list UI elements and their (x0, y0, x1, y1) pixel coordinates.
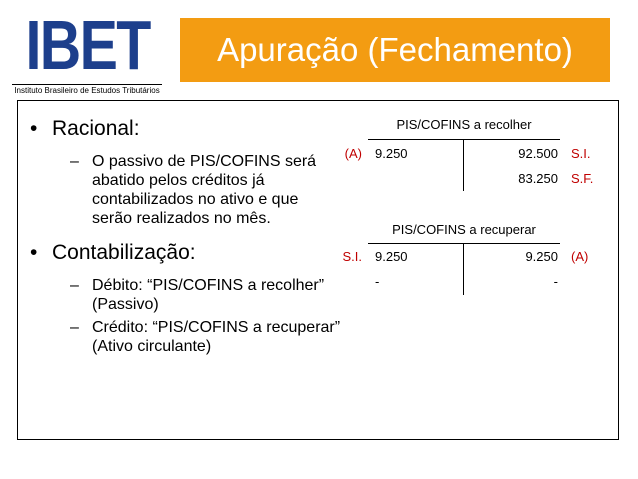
sub-bullet-text: Crédito: “PIS/COFINS a recuperar” (Ativo circulante) (92, 319, 341, 355)
bullet-text: Racional: (52, 117, 140, 140)
bullet-list (30, 116, 341, 360)
bullet-racional (30, 116, 320, 142)
bullet-dot: • (30, 117, 38, 140)
sub-bullet-credito (30, 318, 342, 356)
left-tag: S.I. (342, 249, 362, 264)
bullet-dot: • (30, 241, 38, 264)
dash: – (70, 153, 79, 170)
bullet-contabilizacao (30, 240, 320, 266)
t-account-top-line (368, 243, 560, 244)
ibet-logo (12, 6, 162, 95)
credit-value: - (553, 274, 558, 289)
logo-subtitle: Instituto Brasileiro de Estudos Tributários (12, 84, 162, 96)
left-tag: (A) (344, 146, 362, 161)
ledger-title: PIS/COFINS a recolher (396, 117, 532, 132)
sub-bullet-text: Débito: “PIS/COFINS a recolher” (Passivo) (92, 277, 325, 313)
dash: – (70, 277, 79, 294)
t-account-divider (463, 139, 464, 191)
logo-word: IBET (25, 6, 150, 84)
debit-value: - (375, 274, 380, 289)
right-tag: (A) (571, 249, 589, 264)
sub-bullet-debito (30, 276, 342, 314)
credit-value: 9.250 (525, 249, 558, 264)
bullet-text: Contabilização: (52, 241, 196, 264)
t-account-divider (463, 243, 464, 295)
debit-value: 9.250 (375, 249, 408, 264)
right-tag: S.I. (571, 146, 591, 161)
sub-bullet-text: O passivo de PIS/COFINS será abatido pelos créditos já contabilizados no ativo e que serão realizados no mês. (92, 153, 317, 227)
dash: – (70, 319, 79, 336)
t-account-top-line (368, 139, 560, 140)
slide-title: Apuração (Fechamento) (217, 31, 573, 68)
credit-value: 92.500 (518, 146, 558, 161)
title-bar (180, 18, 610, 82)
sub-bullet-passivo (30, 152, 342, 228)
credit-value: 83.250 (518, 171, 558, 186)
ledger-title: PIS/COFINS a recuperar (392, 222, 536, 237)
right-tag: S.F. (571, 171, 594, 186)
debit-value: 9.250 (375, 146, 408, 161)
